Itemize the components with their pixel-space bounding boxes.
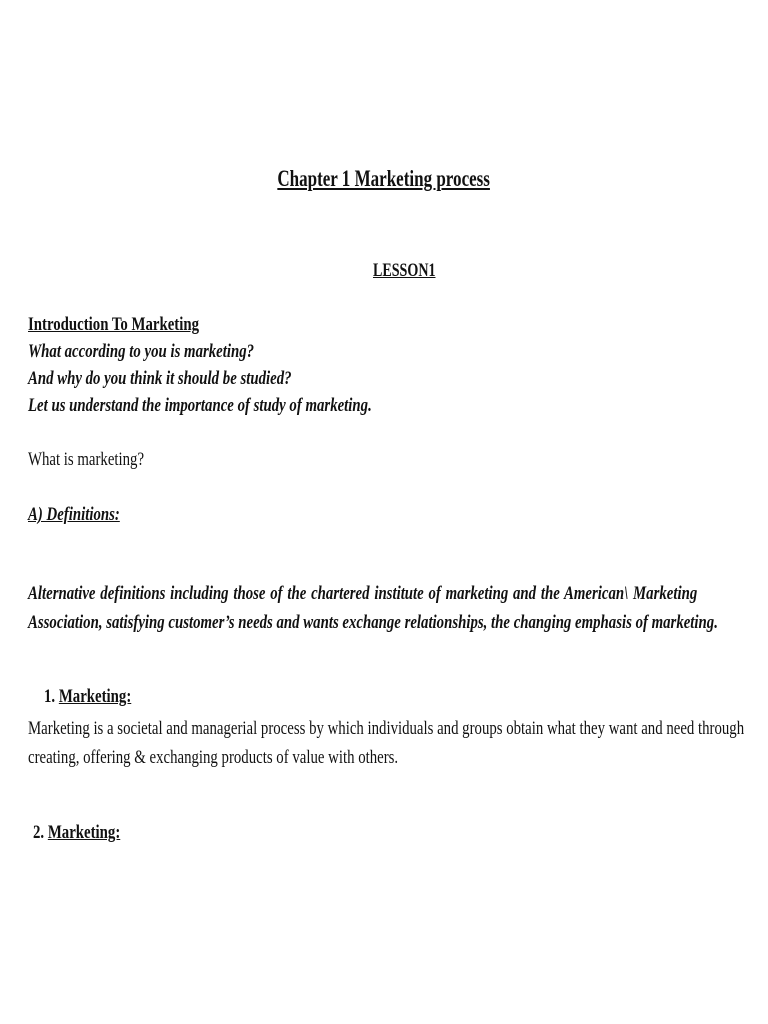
question-2: And why do you think it should be studied? [28,368,292,389]
definition-1-number: 1. [44,686,56,707]
definition-1-label: Marketing: [58,686,132,707]
what-is-marketing: What is marketing? [28,449,145,470]
definition-2-number: 2. [33,822,45,843]
chapter-title: Chapter 1 Marketing process [277,166,491,191]
question-3: Let us understand the importance of study of marketing. [28,395,372,416]
definition-1-heading [44,686,156,708]
lesson-title: LESSON1 [372,260,436,281]
intro-heading: Introduction To Marketing [28,314,200,335]
definitions-heading: A) Definitions: [28,504,120,525]
definition-1-text: Marketing is a societal and managerial process by which individuals and groups obtain what they want and need through creating, offering & exchanging products of value with others. [28,718,745,768]
definition-2-label: Marketing: [47,822,121,843]
definition-2-heading [33,822,145,844]
alternative-definitions-paragraph: Alternative definitions including those of the chartered institute of marketing and the American\ Marketing Association, satisfying customer’s needs and wants exchange relationships, the changing emphasis of marketing. [28,583,718,633]
question-1: What according to you is marketing? [28,341,255,362]
